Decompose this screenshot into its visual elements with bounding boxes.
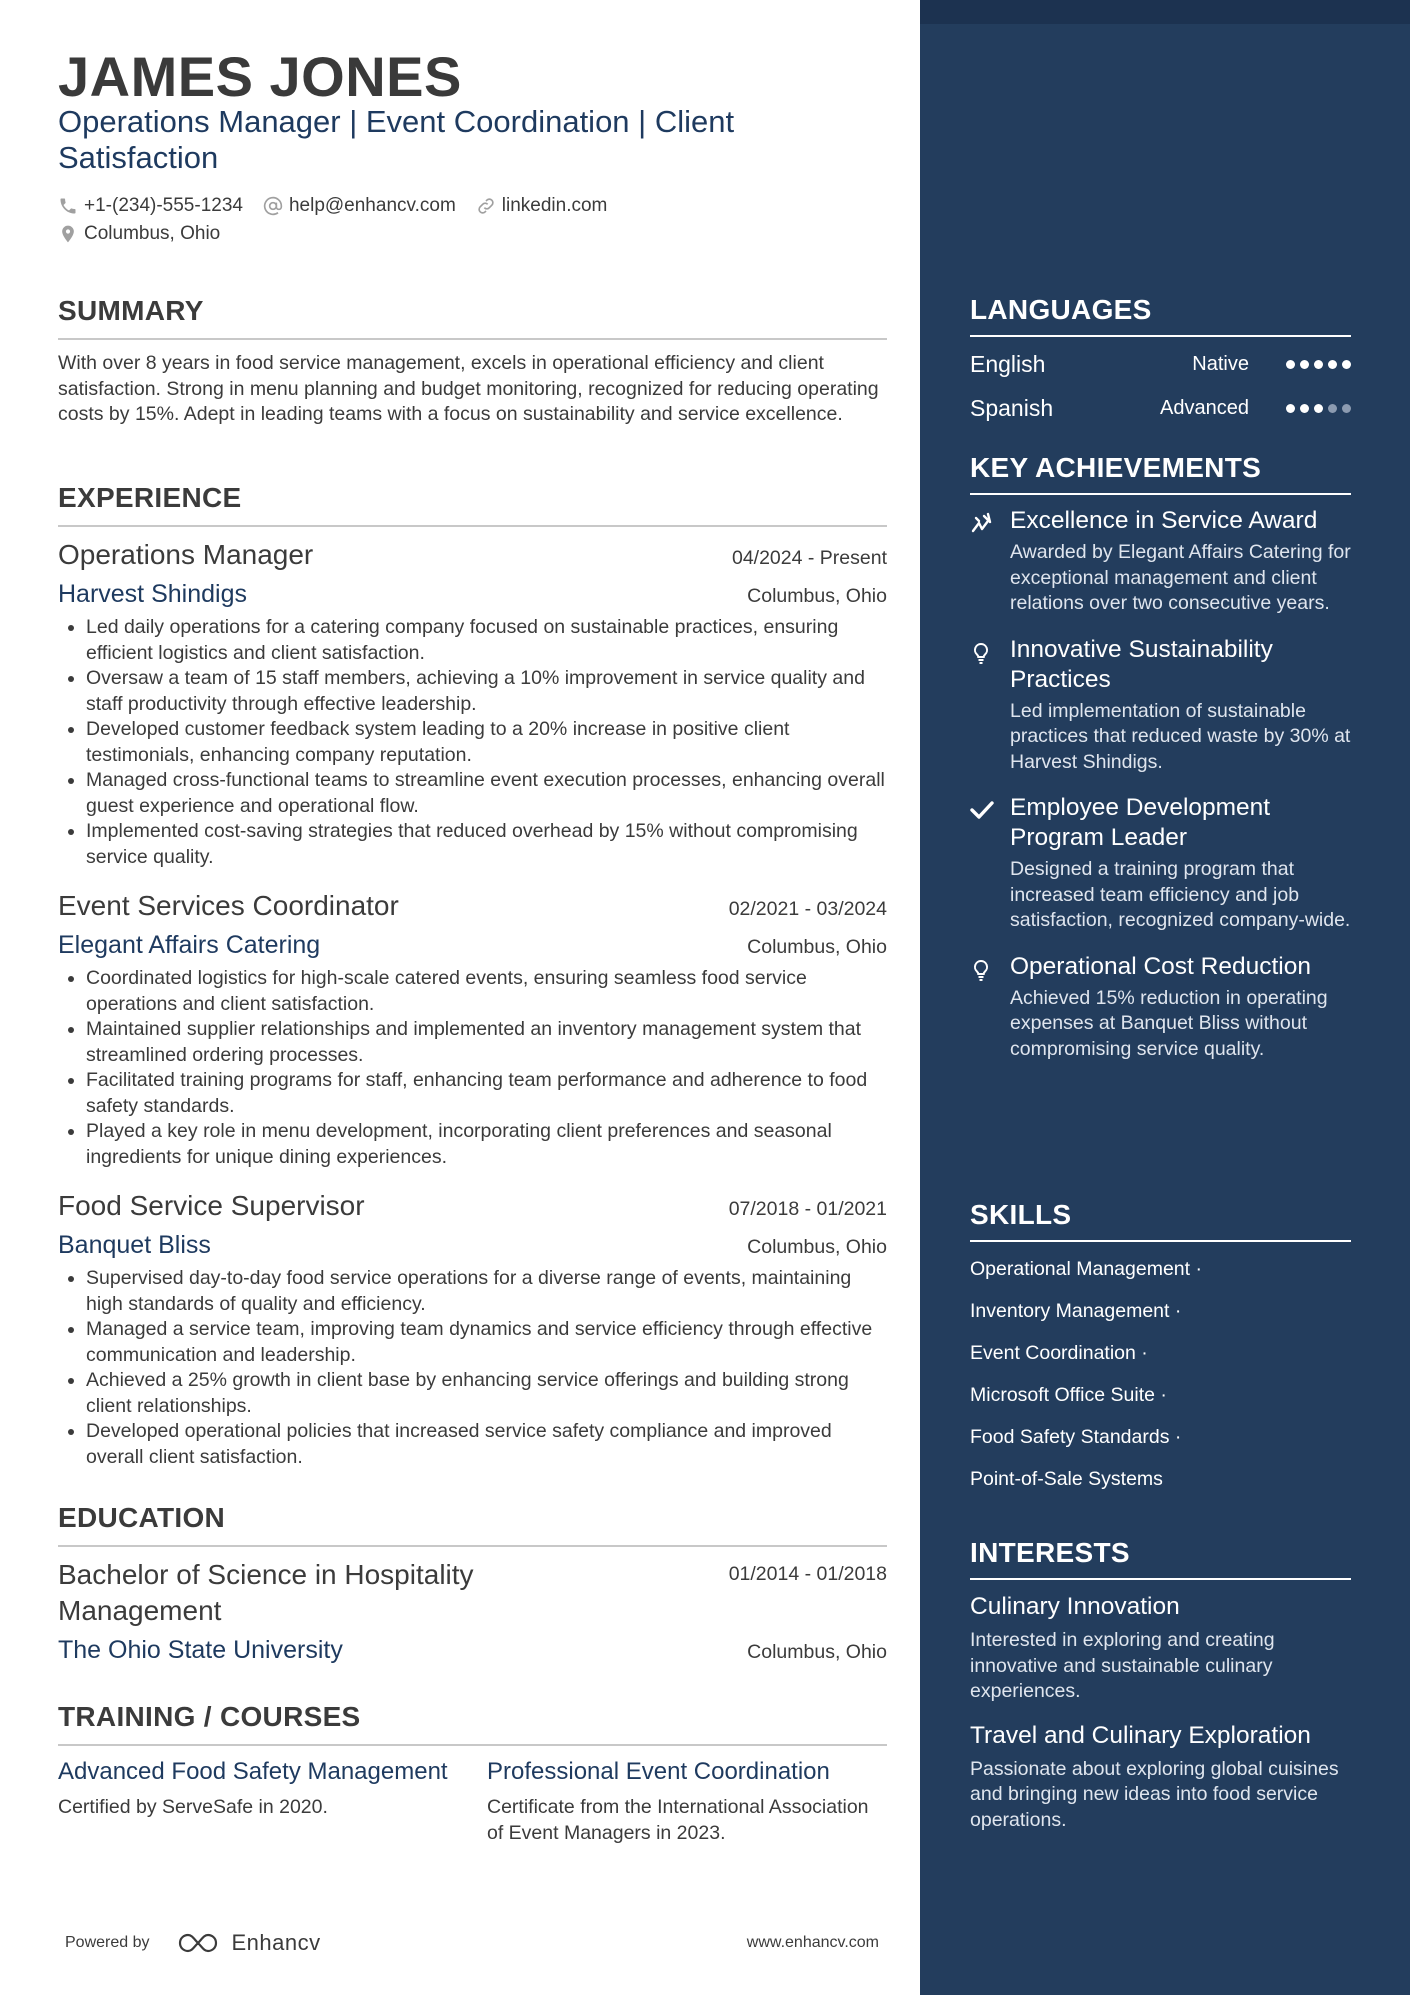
footer-url[interactable]: www.enhancv.com xyxy=(746,1934,879,1951)
skill-label: Event Coordination xyxy=(970,1342,1136,1364)
course-title: Advanced Food Safety Management xyxy=(58,1758,448,1785)
course-item xyxy=(58,1757,448,1846)
experience-section-title: EXPERIENCE xyxy=(58,481,887,527)
course-item xyxy=(487,1757,887,1846)
footer xyxy=(65,1930,879,1956)
skill-item: Operational Management · xyxy=(970,1258,1202,1280)
candidate-name: JAMES JONES xyxy=(58,45,462,108)
skills-section-title: SKILLS xyxy=(970,1198,1351,1242)
bullet-item: • Managed a service team, improving team dynamics and service efficiency through effective communication and leadership. xyxy=(86,1317,887,1368)
lightbulb-icon xyxy=(970,958,992,982)
bullet-item: • Developed customer feedback system leading to a 20% increase in positive client testimonials, enhancing company reputation. xyxy=(86,717,887,768)
job-dates: 07/2018 - 01/2021 xyxy=(728,1198,887,1220)
proficiency-dot xyxy=(1286,404,1295,413)
achievement-description: Achieved 15% reduction in operating expenses at Banquet Bliss without compromising service quality. xyxy=(1010,986,1328,1060)
interests-list xyxy=(970,1592,1351,1833)
location-contact xyxy=(58,223,220,245)
achievements-section-title: KEY ACHIEVEMENTS xyxy=(970,451,1351,495)
course-description: Certificate from the International Association of Event Managers in 2023. xyxy=(487,1796,869,1844)
skill-item: Event Coordination · xyxy=(970,1342,1148,1364)
linkedin-text: linkedin.com xyxy=(501,195,608,216)
achievement-description: Awarded by Elegant Affairs Catering for exceptional management and client relations over two consecutive years. xyxy=(1010,541,1351,614)
sidebar xyxy=(920,0,1410,1995)
interest-description: Passionate about exploring global cuisines and bringing new ideas into food service operations. xyxy=(970,1757,1339,1831)
interest-item xyxy=(970,1721,1351,1834)
interest-description: Interested in exploring and creating innovative and sustainable culinary experiences. xyxy=(970,1629,1275,1702)
proficiency-dots xyxy=(1281,360,1351,369)
skill-item: Microsoft Office Suite · xyxy=(970,1384,1167,1406)
languages-list xyxy=(970,342,1351,430)
course-title: Professional Event Coordination xyxy=(487,1758,830,1785)
phone-icon xyxy=(58,196,78,216)
enhancv-brand[interactable]: Enhancv xyxy=(231,1930,321,1955)
skill-item: Inventory Management · xyxy=(970,1300,1182,1322)
phone-contact[interactable] xyxy=(58,195,243,217)
degree-title: Bachelor of Science in Hospitality Management xyxy=(58,1559,474,1626)
skill-item xyxy=(970,1458,1351,1500)
skills-list xyxy=(970,1248,1351,1500)
proficiency-dot xyxy=(1328,404,1337,413)
enhancv-logo-icon xyxy=(176,1930,226,1956)
job-entry xyxy=(58,1188,887,1470)
language-level: Advanced xyxy=(1160,396,1249,419)
location-text: Columbus, Ohio xyxy=(84,223,221,244)
job-location: Columbus, Ohio xyxy=(747,585,887,607)
proficiency-dot xyxy=(1300,404,1309,413)
job-bullets xyxy=(58,1266,887,1470)
achievement-title: Employee Development Program Leader xyxy=(1010,794,1271,851)
interest-title: Travel and Culinary Exploration xyxy=(970,1721,1311,1749)
job-bullets xyxy=(58,966,887,1170)
job-bullets xyxy=(58,615,887,870)
job-entry xyxy=(58,537,887,870)
achievement-item xyxy=(970,635,1351,776)
bullet-item: • Achieved a 25% growth in client base by enhancing service offerings and building strong client relationships. xyxy=(86,1368,887,1419)
bullet-item: • Maintained supplier relationships and implemented an inventory management system that streamlined ordering processes. xyxy=(86,1017,887,1068)
summary-section xyxy=(58,351,887,428)
interest-title: Culinary Innovation xyxy=(970,1593,1180,1620)
summary-text: With over 8 years in food service management, excels in operational efficiency and client satisfaction. Strong in menu planning and budget monitoring, recognized for reducing operating costs by 15%. Adept in leading teams with a focus on sustainability and service excellence. xyxy=(58,352,879,425)
contact-info xyxy=(58,192,627,248)
achievements-list xyxy=(970,506,1351,1080)
bullet-item: • Developed operational policies that increased service safety compliance and improved overall client satisfaction. xyxy=(86,1419,887,1470)
skill-item: Food Safety Standards · xyxy=(970,1426,1182,1448)
language-item xyxy=(970,386,1351,430)
bullet-item: • Oversaw a team of 15 staff members, achieving a 10% improvement in service quality and staff productivity through effective leadership. xyxy=(86,666,887,717)
email-text: help@enhancv.com xyxy=(288,195,456,216)
education-entry xyxy=(58,1557,887,1667)
achievement-item xyxy=(970,793,1351,934)
bullet-item: • Played a key role in menu development, incorporating client preferences and seasonal ingredients for unique dining experiences. xyxy=(86,1119,887,1170)
bullet-item: • Led daily operations for a catering company focused on sustainable practices, ensuring efficient logistics and client satisfaction. xyxy=(86,615,887,666)
company-name: Banquet Bliss xyxy=(58,1231,211,1259)
powered-by xyxy=(65,1930,321,1956)
bullet-item: • Managed cross-functional teams to streamline event execution processes, enhancing overall guest experience and operational flow. xyxy=(86,768,887,819)
job-dates: 02/2021 - 03/2024 xyxy=(728,898,887,920)
language-name: Spanish xyxy=(970,394,1054,421)
achievement-item xyxy=(970,952,1351,1063)
proficiency-dot xyxy=(1342,404,1351,413)
proficiency-dot xyxy=(1286,360,1295,369)
checkmark-icon xyxy=(970,799,994,821)
proficiency-dot xyxy=(1300,360,1309,369)
language-item xyxy=(970,342,1351,386)
headline: Operations Manager | Event Coordination | Client Satisfaction xyxy=(58,104,735,175)
achievement-item xyxy=(970,506,1351,617)
skill-label: Food Safety Standards xyxy=(970,1426,1170,1448)
proficiency-dot xyxy=(1342,360,1351,369)
achievement-title: Innovative Sustainability Practices xyxy=(1010,635,1273,693)
job-dates: 04/2024 - Present xyxy=(731,547,887,569)
company-name: Elegant Affairs Catering xyxy=(58,931,321,959)
link-icon xyxy=(476,196,496,216)
language-name: English xyxy=(970,350,1046,377)
education-location: Columbus, Ohio xyxy=(747,1641,887,1663)
job-entry xyxy=(58,888,887,1170)
company-name: Harvest Shindigs xyxy=(58,580,247,608)
job-location: Columbus, Ohio xyxy=(747,936,887,958)
languages-section-title: LANGUAGES xyxy=(970,293,1351,337)
job-location: Columbus, Ohio xyxy=(747,1236,887,1258)
bullet-item: • Coordinated logistics for high-scale catered events, ensuring seamless food service operations and client satisfaction. xyxy=(86,966,887,1017)
school-name: The Ohio State University xyxy=(58,1636,343,1664)
bullet-item: • Supervised day-to-day food service operations for a diverse range of events, maintaining high standards of quality and efficiency. xyxy=(86,1266,887,1317)
bullet-item: • Facilitated training programs for staff, enhancing team performance and adherence to food safety standards. xyxy=(86,1068,887,1119)
proficiency-dot xyxy=(1314,360,1323,369)
sidebar-top-bar xyxy=(920,0,1410,24)
job-title: Operations Manager xyxy=(58,539,314,570)
job-title: Event Services Coordinator xyxy=(58,890,399,921)
proficiency-dot xyxy=(1328,360,1337,369)
training-section-title: TRAINING / COURSES xyxy=(58,1700,887,1746)
training-courses xyxy=(58,1757,887,1846)
bullet-item: • Implemented cost-saving strategies that reduced overhead by 15% without compromising service quality. xyxy=(86,819,887,870)
powered-by-label: Powered by xyxy=(65,1934,150,1951)
achievement-title: Excellence in Service Award xyxy=(1010,507,1318,534)
achievement-title: Operational Cost Reduction xyxy=(1010,952,1311,980)
email-contact[interactable] xyxy=(263,195,456,217)
education-dates: 01/2014 - 01/2018 xyxy=(728,1563,887,1585)
at-sign-icon xyxy=(263,196,283,216)
proficiency-dots xyxy=(1281,404,1351,413)
linkedin-contact[interactable] xyxy=(476,195,608,217)
skill-label: Inventory Management xyxy=(970,1300,1170,1322)
language-level: Native xyxy=(1192,352,1249,375)
award-ribbon-icon xyxy=(970,512,994,534)
education-section-title: EDUCATION xyxy=(58,1501,887,1547)
skill-label: Operational Management xyxy=(970,1258,1191,1280)
summary-section-title: SUMMARY xyxy=(58,294,887,340)
skill-label: Microsoft Office Suite xyxy=(970,1384,1155,1406)
course-description: Certified by ServeSafe in 2020. xyxy=(58,1796,328,1818)
phone-text: +1-(234)-555-1234 xyxy=(84,195,243,216)
location-pin-icon xyxy=(58,224,78,244)
lightbulb-icon xyxy=(970,641,992,665)
interest-item xyxy=(970,1592,1351,1705)
skill-label: Point-of-Sale Systems xyxy=(970,1468,1163,1490)
proficiency-dot xyxy=(1314,404,1323,413)
interests-section-title: INTERESTS xyxy=(970,1536,1351,1580)
achievement-description: Led implementation of sustainable practices that reduced waste by 30% at Harvest Shindigs. xyxy=(1010,699,1351,773)
job-title: Food Service Supervisor xyxy=(58,1190,365,1221)
achievement-description: Designed a training program that increased team efficiency and job satisfaction, recognized company-wide. xyxy=(1010,858,1351,931)
